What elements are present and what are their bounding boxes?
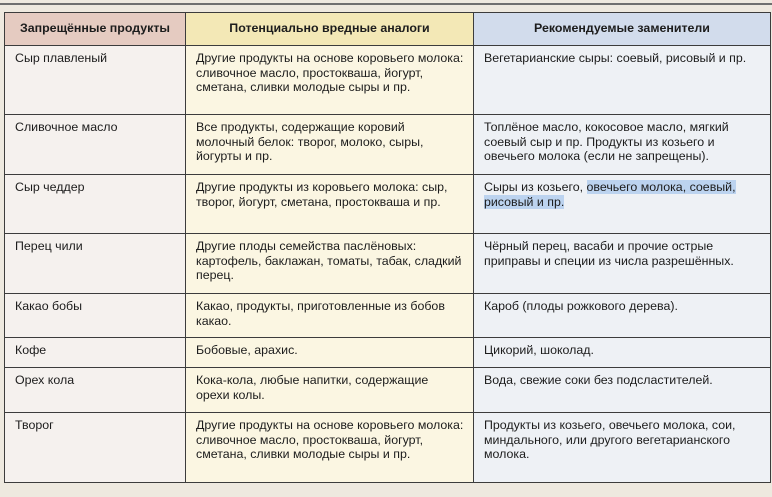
table-row — [5, 46, 771, 115]
cell-harmful: Кока-кола, любые напитки, содержащие орехи колы. — [186, 368, 474, 413]
cell-recommended: Кароб (плоды рожкового дерева). — [474, 294, 771, 338]
cell-forbidden: Какао бобы — [5, 294, 186, 338]
table-row — [5, 338, 771, 368]
table-row — [5, 413, 771, 483]
cell-harmful: Какао, продукты, приготовленные из бобов какао. — [186, 294, 474, 338]
highlighted-text: овечьего молока, соевый, рисовый и пр. — [484, 180, 736, 209]
table-row — [5, 175, 771, 234]
table-row — [5, 368, 771, 413]
cell-harmful: Бобовые, арахис. — [186, 338, 474, 368]
cell-harmful: Другие плоды семейства паслёновых: картофель, баклажан, томаты, табак, сладкий перец. — [186, 234, 474, 294]
cell-forbidden: Творог — [5, 413, 186, 483]
header-harmful: Потенциально вредные аналоги — [186, 13, 474, 46]
cell-harmful: Другие продукты на основе коровьего молока: сливочное масло, простокваша, йогурт, сметана, сливки молодые сыры и пр. — [186, 413, 474, 483]
cell-harmful: Все продукты, содержащие коровий молочный белок: творог, молоко, сыры, йогурты и пр. — [186, 115, 474, 175]
cell-forbidden: Перец чили — [5, 234, 186, 294]
cell-harmful: Другие продукты из коровьего молока: сыр, творог, йогурт, сметана, простокваша и пр. — [186, 175, 474, 234]
cell-recommended: Цикорий, шоколад. — [474, 338, 771, 368]
header-recommended: Рекомендуемые заменители — [474, 13, 771, 46]
recommended-text: Сыры из козьего, — [484, 180, 587, 194]
cell-forbidden: Сливочное масло — [5, 115, 186, 175]
cell-harmful: Другие продукты на основе коровьего молока: сливочное масло, простокваша, йогурт, сметана, сливки молодые сыры и пр. — [186, 46, 474, 115]
cell-recommended: Топлёное масло, кокосовое масло, мягкий соевый сыр и пр. Продукты из козьего и овечьего молока (если не запрещены). — [474, 115, 771, 175]
top-rule — [0, 3, 772, 5]
cell-recommended: Чёрный перец, васаби и прочие острые приправы и специи из числа разрешённых. — [474, 234, 771, 294]
header-forbidden: Запрещённые продукты — [5, 13, 186, 46]
cell-recommended: Вегетарианские сыры: соевый, рисовый и пр. — [474, 46, 771, 115]
substitutes-table — [4, 12, 771, 483]
header-row — [5, 13, 771, 46]
cell-recommended — [474, 175, 771, 234]
cell-recommended: Продукты из козьего, овечьего молока, сои, миндального, или другого вегетарианского молока. — [474, 413, 771, 483]
cell-recommended: Вода, свежие соки без подсластителей. — [474, 368, 771, 413]
table-row — [5, 115, 771, 175]
cell-forbidden: Сыр чеддер — [5, 175, 186, 234]
cell-forbidden: Кофе — [5, 338, 186, 368]
cell-forbidden: Орех кола — [5, 368, 186, 413]
table-row — [5, 294, 771, 338]
cell-forbidden: Сыр плавленый — [5, 46, 186, 115]
table-row — [5, 234, 771, 294]
